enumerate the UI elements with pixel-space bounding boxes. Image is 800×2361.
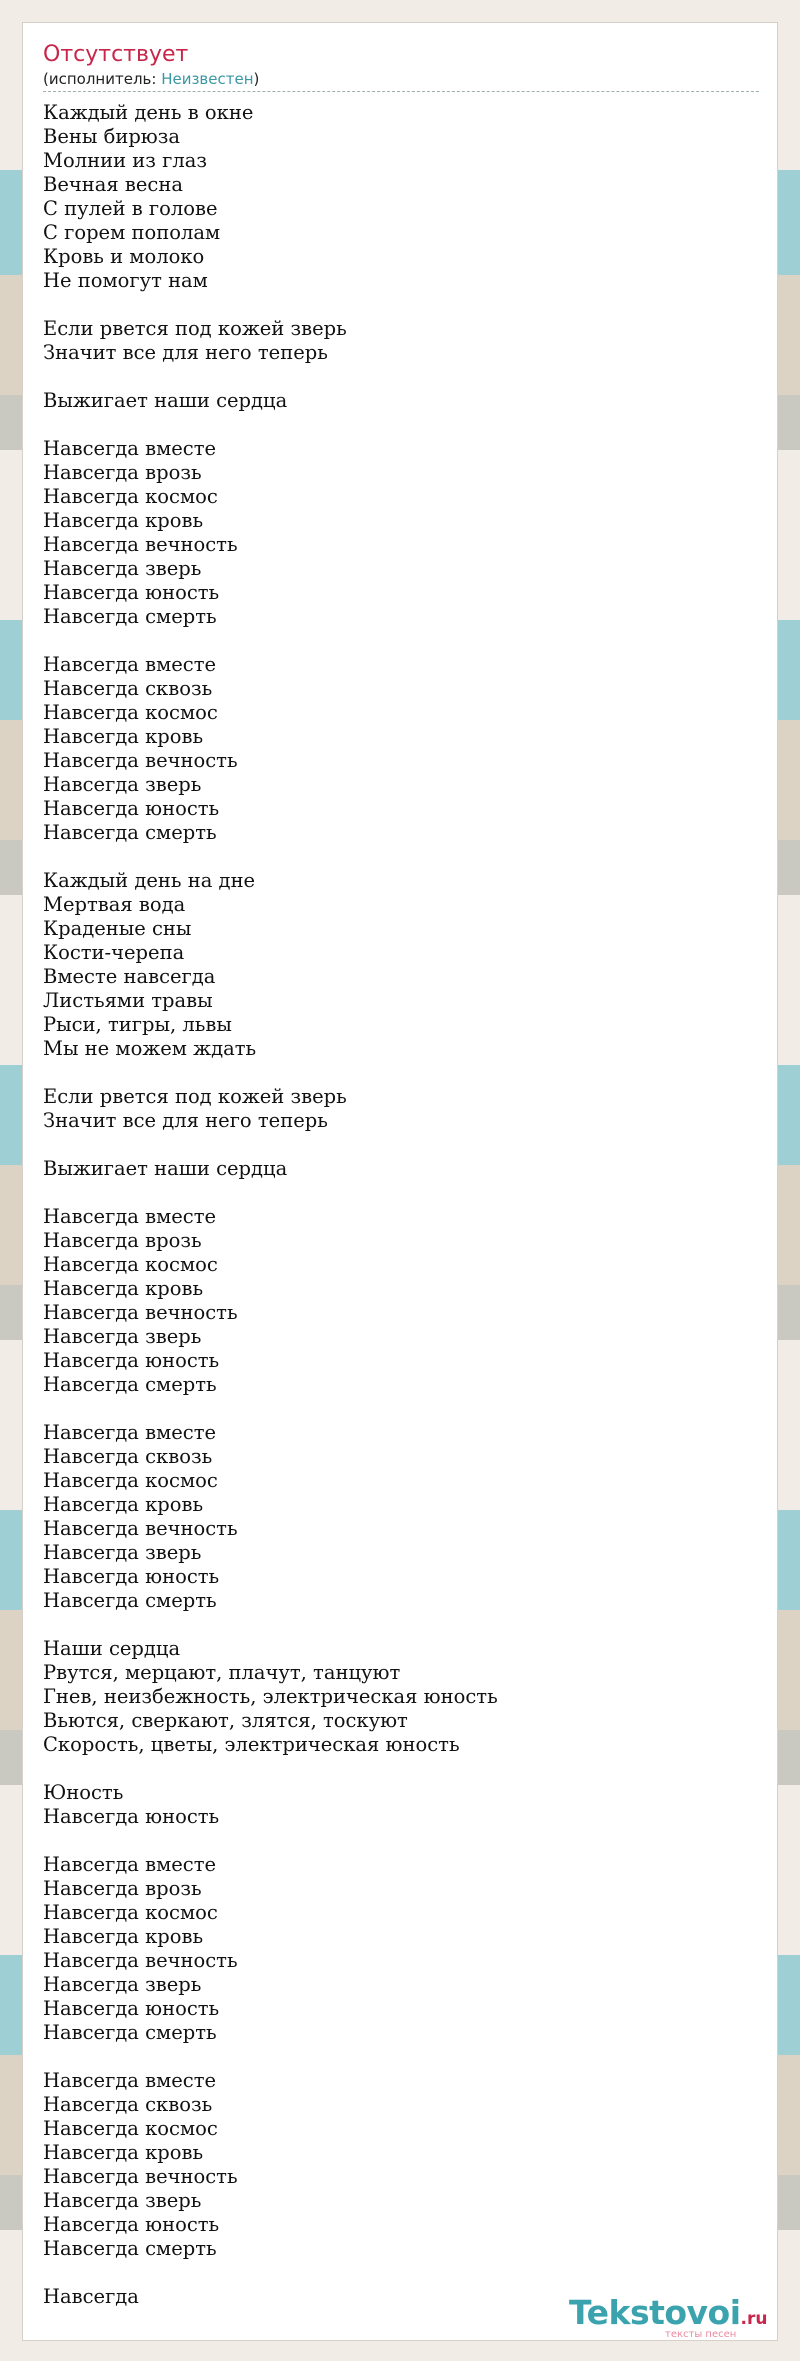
lyrics-line: Рыси, тигры, львы: [43, 1013, 232, 1036]
lyrics-line: Выжигает наши сердца: [43, 1157, 288, 1180]
lyrics-line: Краденые сны: [43, 917, 192, 940]
lyrics-line: Навсегда космос: [43, 485, 218, 508]
lyrics-line: Навсегда: [43, 2285, 139, 2308]
artist-prefix: (исполнитель:: [43, 70, 162, 88]
lyrics-blank-line: [43, 1613, 759, 1637]
lyrics-line: Навсегда вечность: [43, 749, 238, 772]
lyrics-line: Навсегда вместе: [43, 1205, 217, 1228]
lyrics-line: Навсегда юность: [43, 1805, 220, 1828]
artist-line: [43, 70, 259, 88]
lyrics-line: Каждый день на дне: [43, 869, 256, 892]
lyrics-line: Навсегда смерть: [43, 1373, 217, 1396]
lyrics-line: Навсегда юность: [43, 1997, 220, 2020]
logo-name: Tekstovoi: [569, 2293, 741, 2332]
lyrics-line: Навсегда сквозь: [43, 2093, 213, 2116]
lyrics-line: Навсегда зверь: [43, 1541, 202, 1564]
lyrics-blank-line: [43, 1133, 759, 1157]
site-logo[interactable]: [569, 2293, 769, 2340]
lyrics-line: Юность: [43, 1781, 124, 1804]
lyrics-line: Навсегда вечность: [43, 533, 238, 556]
lyrics-blank-line: [43, 629, 759, 653]
lyrics-blank-line: [43, 413, 759, 437]
lyrics-line: Навсегда кровь: [43, 1493, 204, 1516]
lyrics-line: Навсегда вечность: [43, 2165, 238, 2188]
lyrics-line: Листьями травы: [43, 989, 213, 1012]
lyrics-line: Навсегда зверь: [43, 773, 202, 796]
lyrics-line: Навсегда кровь: [43, 725, 204, 748]
lyrics-blank-line: [43, 2261, 759, 2285]
lyrics-line: Навсегда зверь: [43, 557, 202, 580]
lyrics-blank-line: [43, 845, 759, 869]
lyrics-line: Навсегда сквозь: [43, 1445, 213, 1468]
lyrics-line: Скорость, цветы, электрическая юность: [43, 1733, 460, 1756]
lyrics-line: Навсегда космос: [43, 1253, 218, 1276]
artist-suffix: ): [253, 70, 260, 88]
lyrics-line: Гнев, неизбежность, электрическая юность: [43, 1685, 498, 1708]
lyrics-line: Навсегда вместе: [43, 437, 217, 460]
lyrics-line: Каждый день в окне: [43, 101, 254, 124]
lyrics-line: Навсегда зверь: [43, 1973, 202, 1996]
lyrics-line: Навсегда юность: [43, 1565, 220, 1588]
lyrics-blank-line: [43, 1181, 759, 1205]
lyrics-card: [22, 22, 778, 2341]
lyrics-line: Навсегда кровь: [43, 1277, 204, 1300]
lyrics-line: Молнии из глаз: [43, 149, 207, 172]
lyrics-blank-line: [43, 2045, 759, 2069]
lyrics-line: Навсегда вечность: [43, 1949, 238, 1972]
lyrics-line: Навсегда смерть: [43, 1589, 217, 1612]
lyrics-line: Навсегда вместе: [43, 653, 217, 676]
lyrics-line: Навсегда космос: [43, 1469, 218, 1492]
song-title: Отсутствует: [43, 42, 189, 67]
lyrics-line: Навсегда юность: [43, 797, 220, 820]
lyrics-line: Если рвется под кожей зверь: [43, 1085, 347, 1108]
lyrics-line: Навсегда юность: [43, 1349, 220, 1372]
lyrics-line: Навсегда врозь: [43, 1877, 202, 1900]
lyrics-line: Вены бирюза: [43, 125, 181, 148]
lyrics-line: Кровь и молоко: [43, 245, 205, 268]
lyrics-line: Навсегда смерть: [43, 2237, 217, 2260]
lyrics-line: Навсегда вечность: [43, 1301, 238, 1324]
lyrics-line: Мертвая вода: [43, 893, 186, 916]
song-header: [43, 41, 759, 92]
lyrics-line: Мы не можем ждать: [43, 1037, 257, 1060]
lyrics-line: Навсегда космос: [43, 1901, 218, 1924]
lyrics-line: Кости-черепа: [43, 941, 185, 964]
lyrics-line: Навсегда смерть: [43, 605, 217, 628]
lyrics-line: Навсегда кровь: [43, 1925, 204, 1948]
lyrics-line: Навсегда вечность: [43, 1517, 238, 1540]
lyrics-line: Значит все для него теперь: [43, 341, 328, 364]
lyrics-line: Вместе навсегда: [43, 965, 216, 988]
lyrics-blank-line: [43, 1829, 759, 1853]
lyrics-line: С горем пополам: [43, 221, 221, 244]
lyrics-line: Навсегда кровь: [43, 509, 204, 532]
logo-tld: .ru: [740, 2309, 768, 2329]
lyrics-blank-line: [43, 1397, 759, 1421]
lyrics-line: Навсегда вместе: [43, 2069, 217, 2092]
lyrics-line: Вьются, сверкают, злятся, тоскуют: [43, 1709, 408, 1732]
lyrics-line: Не помогут нам: [43, 269, 208, 292]
lyrics-line: Навсегда юность: [43, 2213, 220, 2236]
lyrics-line: Навсегда вместе: [43, 1421, 217, 1444]
lyrics-line: Вечная весна: [43, 173, 183, 196]
lyrics-line: Навсегда космос: [43, 2117, 218, 2140]
lyrics-line: Навсегда кровь: [43, 2141, 204, 2164]
lyrics-line: Навсегда вместе: [43, 1853, 217, 1876]
artist-link[interactable]: Неизвестен: [161, 70, 254, 88]
lyrics-line: Навсегда зверь: [43, 2189, 202, 2212]
logo-tagline: тексты песен: [665, 2329, 737, 2340]
lyrics-blank-line: [43, 293, 759, 317]
lyrics-line: Выжигает наши сердца: [43, 389, 288, 412]
lyrics-line: Навсегда юность: [43, 581, 220, 604]
lyrics-line: Навсегда смерть: [43, 821, 217, 844]
lyrics-text: [43, 101, 759, 2309]
lyrics-line: Навсегда космос: [43, 701, 218, 724]
lyrics-line: Навсегда смерть: [43, 2021, 217, 2044]
lyrics-blank-line: [43, 365, 759, 389]
lyrics-blank-line: [43, 1757, 759, 1781]
lyrics-line: Навсегда сквозь: [43, 677, 213, 700]
lyrics-line: Значит все для него теперь: [43, 1109, 328, 1132]
lyrics-line: Навсегда врозь: [43, 461, 202, 484]
lyrics-line: Наши сердца: [43, 1637, 181, 1660]
lyrics-line: С пулей в голове: [43, 197, 218, 220]
lyrics-line: Навсегда зверь: [43, 1325, 202, 1348]
lyrics-line: Рвутся, мерцают, плачут, танцуют: [43, 1661, 401, 1684]
lyrics-line: Если рвется под кожей зверь: [43, 317, 347, 340]
lyrics-line: Навсегда врозь: [43, 1229, 202, 1252]
lyrics-blank-line: [43, 1061, 759, 1085]
